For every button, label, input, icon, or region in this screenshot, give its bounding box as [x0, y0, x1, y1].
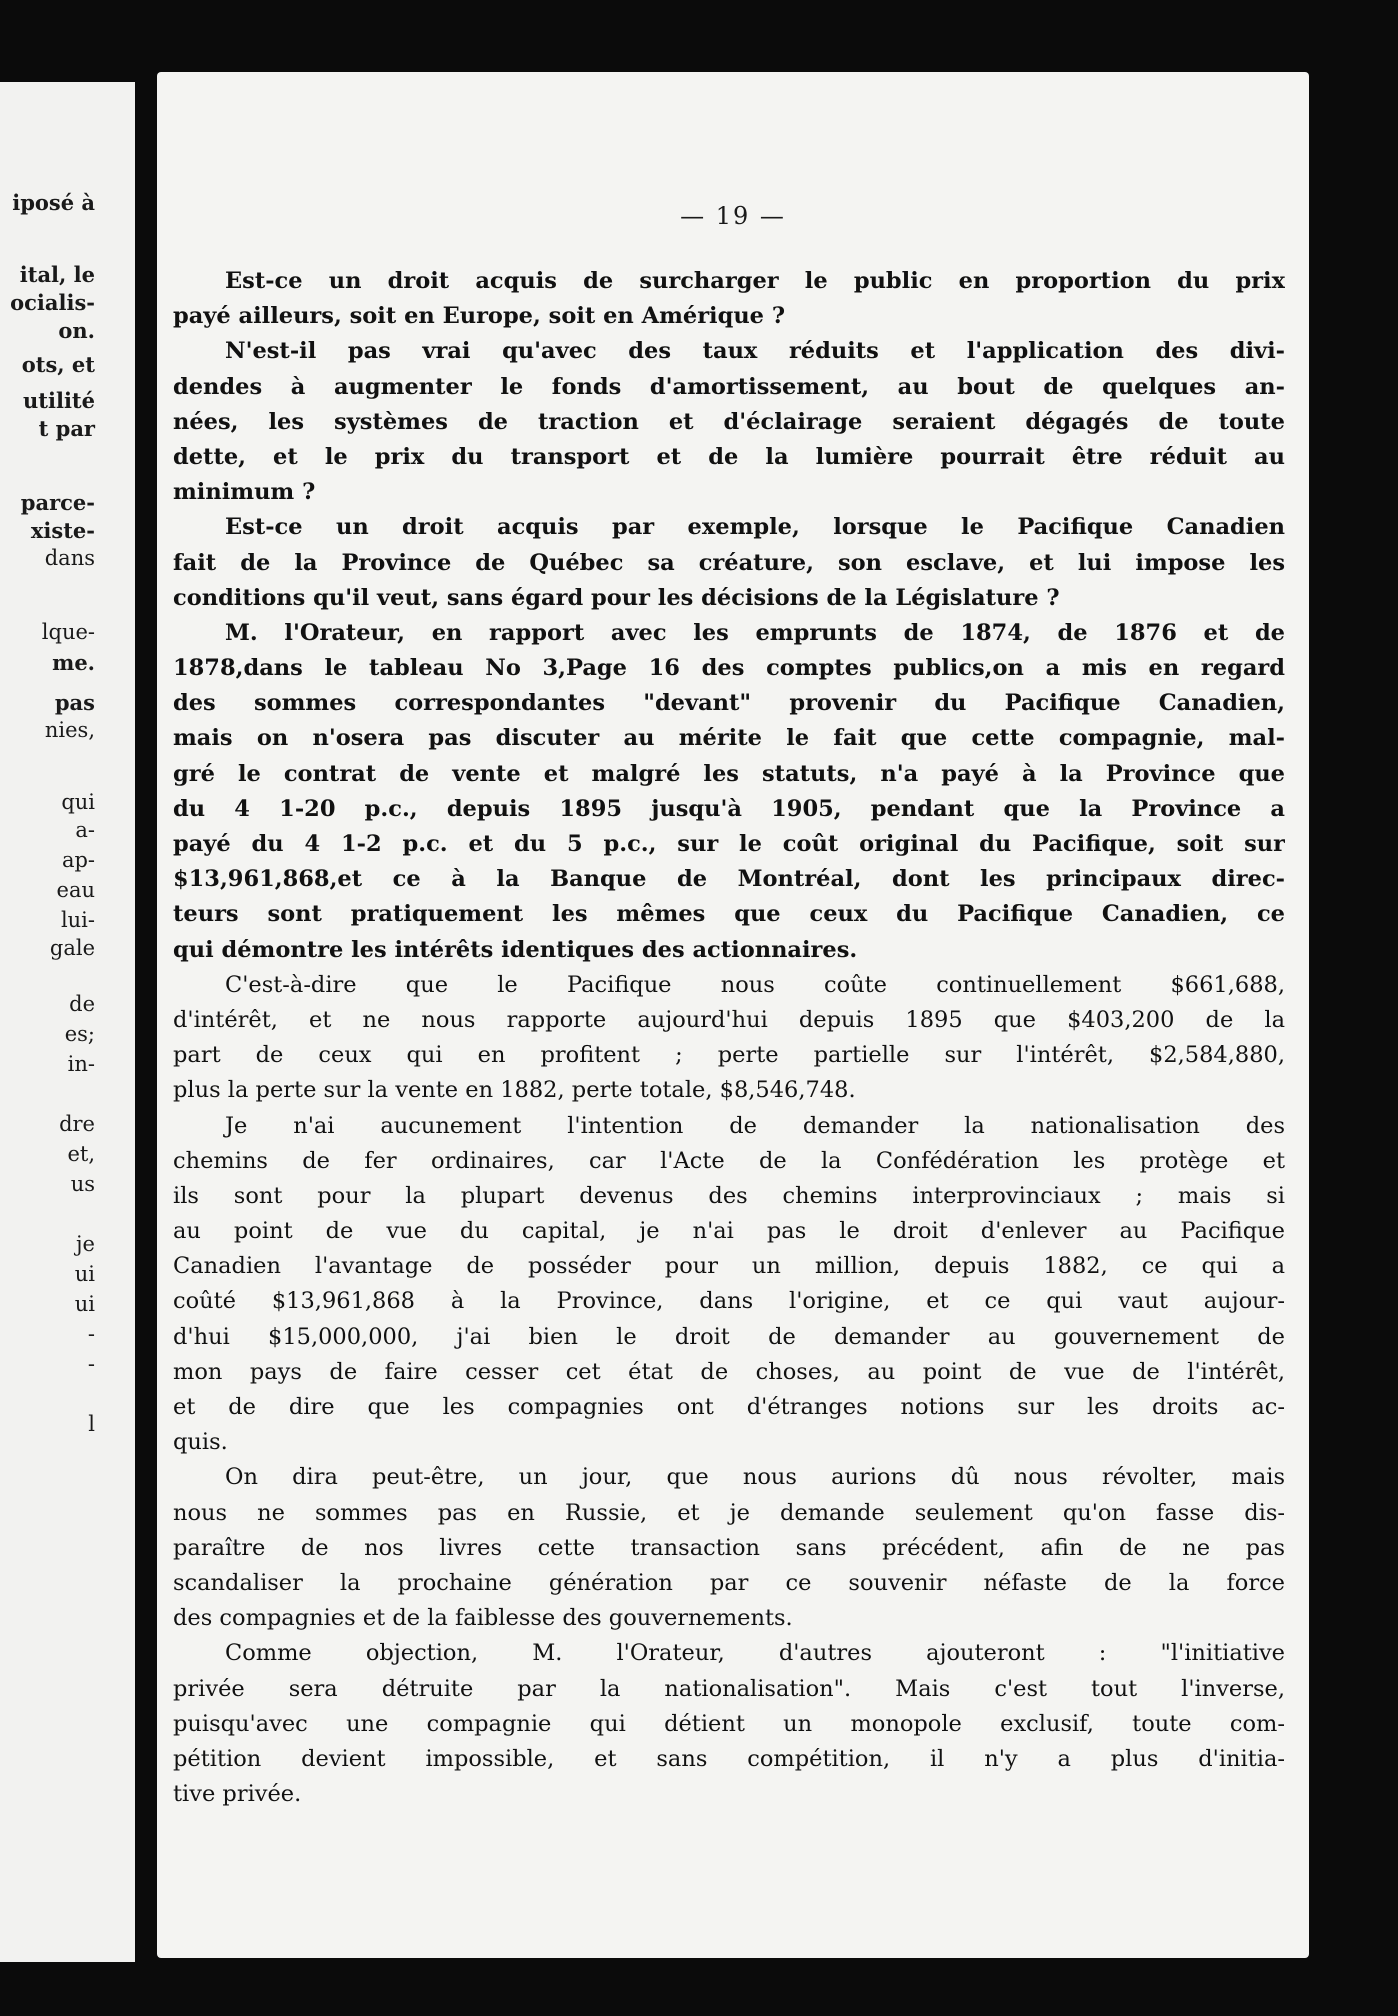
previous-page-line: on.	[58, 318, 95, 343]
text-line: $13,961,868,et ce à la Banque de Montréal, dont les principaux direc-	[173, 866, 1285, 893]
text-line: M. l'Orateur, en rapport avec les emprunts de 1874, de 1876 et de	[225, 619, 1285, 646]
text-line: qui démontre les intérêts identiques des actionnaires.	[173, 936, 858, 963]
previous-page-fragment	[0, 82, 135, 1962]
text-line: C'est-à-dire que le Pacifique nous coûte continuellement $661,688,	[225, 971, 1285, 998]
text-line: pétition devient impossible, et sans compétition, il n'y a plus d'initia-	[173, 1745, 1285, 1772]
previous-page-line: qui	[61, 790, 95, 814]
text-line: du 4 1-20 p.c., depuis 1895 jusqu'à 1905, pendant que la Province a	[173, 795, 1285, 822]
previous-page-line: a-	[75, 818, 95, 842]
text-line: puisqu'avec une compagnie qui détient un monopole exclusif, toute com-	[173, 1710, 1285, 1737]
text-line: Est-ce un droit acquis par exemple, lorsque le Pacifique Canadien	[225, 514, 1285, 541]
previous-page-line: -	[87, 1322, 95, 1346]
text-line: d'hui $15,000,000, j'ai bien le droit de demander au gouvernement de	[173, 1323, 1285, 1350]
previous-page-line: de	[69, 992, 95, 1016]
text-line: chemins de fer ordinaires, car l'Acte de la Confédération les protège et	[173, 1147, 1285, 1174]
previous-page-line: ui	[74, 1262, 95, 1286]
text-line: conditions qu'il veut, sans égard pour les décisions de la Législature ?	[173, 584, 1060, 611]
text-line: Je n'ai aucunement l'intention de demander la nationalisation des	[225, 1112, 1285, 1139]
text-line: payé du 4 1-2 p.c. et du 5 p.c., sur le coût original du Pacifique, soit sur	[173, 831, 1285, 857]
previous-page-line: lui-	[60, 908, 95, 932]
previous-page-line: eau	[56, 878, 95, 902]
text-line: nées, les systèmes de traction et d'éclairage seraient dégagés de toute	[173, 408, 1285, 435]
text-line: paraître de nos livres cette transaction sans précédent, afin de ne pas	[173, 1534, 1285, 1561]
text-line: nous ne sommes pas en Russie, et je demande seulement qu'on fasse dis-	[173, 1499, 1285, 1526]
page-number: — 19 —	[680, 202, 786, 230]
previous-page-line: me.	[52, 650, 95, 675]
previous-page-line: dre	[59, 1112, 95, 1136]
page-body-text	[173, 264, 1285, 1812]
text-line: ils sont pour la plupart devenus des chemins interprovinciaux ; mais si	[173, 1182, 1285, 1209]
previous-page-line: l	[88, 1412, 95, 1436]
previous-page-line: parce-	[20, 490, 95, 515]
previous-page-line: je	[76, 1232, 95, 1256]
text-line: des sommes correspondantes "devant" provenir du Pacifique Canadien,	[173, 690, 1285, 717]
text-line: dette, et le prix du transport et de la lumière pourrait être réduit au	[173, 443, 1285, 470]
text-line: payé ailleurs, soit en Europe, soit en Amérique ?	[173, 303, 786, 330]
previous-page-line: nies,	[44, 718, 95, 742]
text-line: gré le contrat de vente et malgré les statuts, n'a payé à la Province que	[173, 760, 1285, 787]
previous-page-line: iposé à	[12, 190, 95, 215]
text-line: mon pays de faire cesser cet état de choses, au point de vue de l'intérêt,	[173, 1358, 1285, 1385]
text-line: plus la perte sur la vente en 1882, perte totale, $8,546,748.	[173, 1077, 856, 1104]
page-gutter-shadow	[135, 82, 157, 1962]
text-line: teurs sont pratiquement les mêmes que ceux du Pacifique Canadien, ce	[173, 901, 1285, 928]
previous-page-line: -	[87, 1352, 95, 1376]
previous-page-line: ital, le	[19, 262, 95, 287]
previous-page-line: dans	[44, 546, 95, 570]
text-line: Comme objection, M. l'Orateur, d'autres ajouteront : "l'initiative	[225, 1640, 1285, 1667]
text-line: fait de la Province de Québec sa créature, son esclave, et lui impose les	[173, 549, 1285, 576]
text-line: Canadien l'avantage de posséder pour un million, depuis 1882, ce qui a	[173, 1253, 1285, 1280]
previous-page-line: lque-	[41, 620, 95, 644]
text-line: d'intérêt, et ne nous rapporte aujourd'hui depuis 1895 que $403,200 de la	[173, 1006, 1285, 1033]
text-line: des compagnies et de la faiblesse des gouvernements.	[173, 1605, 793, 1632]
previous-page-line: ui	[74, 1292, 95, 1316]
document-page	[157, 72, 1309, 1958]
previous-page-line: et,	[67, 1142, 95, 1166]
text-line: coûté $13,961,868 à la Province, dans l'origine, et ce qui vaut aujour-	[173, 1288, 1285, 1315]
previous-page-line: ap-	[61, 848, 95, 872]
text-line: part de ceux qui en profitent ; perte partielle sur l'intérêt, $2,584,880,	[173, 1042, 1285, 1069]
text-line: et de dire que les compagnies ont d'étranges notions sur les droits ac-	[173, 1394, 1285, 1420]
text-line: mais on n'osera pas discuter au mérite le fait que cette compagnie, mal-	[173, 725, 1285, 752]
previous-page-line: xiste-	[30, 518, 95, 543]
previous-page-line: pas	[54, 690, 95, 715]
previous-page-line: us	[70, 1172, 95, 1196]
previous-page-line: in-	[67, 1052, 95, 1076]
text-line: Est-ce un droit acquis de surcharger le public en proportion du prix	[225, 268, 1285, 294]
previous-page-line: gale	[49, 936, 95, 960]
previous-page-line: ots, et	[21, 352, 95, 377]
text-line: scandaliser la prochaine génération par ce souvenir néfaste de la force	[173, 1569, 1285, 1596]
text-line: tive privée.	[173, 1781, 302, 1808]
previous-page-line: ocialis-	[10, 290, 95, 315]
text-line: quis.	[173, 1429, 228, 1456]
text-line: On dira peut-être, un jour, que nous aurions dû nous révolter, mais	[225, 1464, 1285, 1491]
previous-page-line: es;	[64, 1022, 95, 1046]
previous-page-line: utilité	[23, 388, 95, 413]
text-line: 1878,dans le tableau No 3,Page 16 des comptes publics,on a mis en regard	[173, 655, 1285, 682]
text-line: au point de vue du capital, je n'ai pas le droit d'enlever au Pacifique	[173, 1218, 1285, 1245]
text-line: privée sera détruite par la nationalisation". Mais c'est tout l'inverse,	[173, 1675, 1285, 1702]
previous-page-line: t par	[38, 416, 95, 441]
text-line: dendes à augmenter le fonds d'amortissement, au bout de quelques an-	[173, 373, 1285, 400]
text-line: minimum ?	[173, 479, 316, 506]
text-line: N'est-il pas vrai qu'avec des taux réduits et l'application des divi-	[225, 338, 1285, 365]
